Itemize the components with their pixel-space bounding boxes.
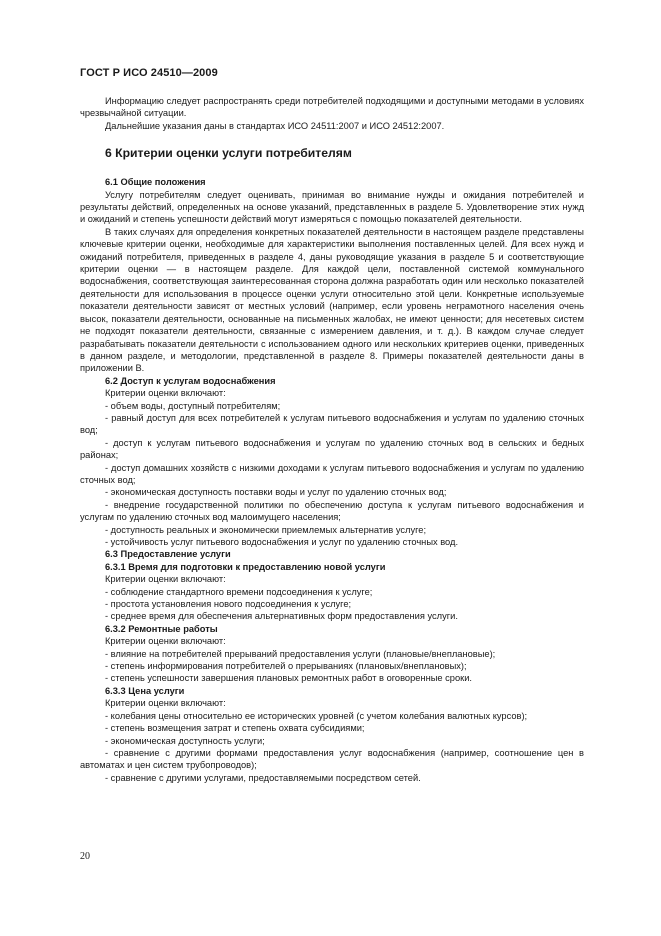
paragraph: Критерии оценки включают: — [105, 574, 226, 585]
subsection-heading: 6.3.1 Время для подготовки к предоставлению новой услуги — [105, 561, 386, 572]
list-item: - устойчивость услуг питьевого водоснабжения и услуг по удалению сточных вод. — [105, 537, 459, 547]
section-heading: 6 Критерии оценки услуги потребителям — [105, 146, 352, 161]
list-item: - доступность реальных и экономически приемлемых альтернатив услуге; — [105, 524, 427, 535]
list-item: - экономическая доступность поставки воды и услуг по удалению сточных вод; — [105, 487, 447, 498]
paragraph: Услугу потребителям следует оценивать, принимая во внимание нужды и ожидания потребителей и результаты действий, определенных на основе указаний, представленных в разделе 5. Удовлетворение этих нужд и ожиданий и степень успешности действий могут измеряться с помощью показателей деятельности. — [80, 189, 584, 225]
list-item: - степень возмещения затрат и степень охвата субсидиями; — [105, 723, 365, 734]
list-item: - соблюдение стандартного времени подсоединения к услуге; — [105, 586, 373, 597]
list-item: - влияние на потребителей прерываний предоставления услуги (плановые/внеплановые); — [105, 648, 496, 659]
list-item: - доступ домашних хозяйств с низкими доходами к услугам питьевого водоснабжения и услугам по удалению сточных вод; — [80, 462, 584, 485]
subsection-heading: 6.3.3 Цена услуги — [105, 685, 185, 696]
paragraph: Критерии оценки включают: — [105, 698, 226, 709]
subsection-heading: 6.2 Доступ к услугам водоснабжения — [105, 375, 276, 386]
paragraph: Информацию следует распространять среди потребителей подходящими и доступными методами в условиях чрезвычайной ситуации. — [80, 96, 584, 119]
list-item: - доступ к услугам питьевого водоснабжения и услугам по удалению сточных вод в сельских и бедных районах; — [80, 437, 584, 461]
list-item: - объем воды, доступный потребителям; — [105, 400, 281, 411]
paragraph: Критерии оценки включают: — [105, 636, 226, 647]
list-item: - сравнение с другими формами предоставления услуг водоснабжения (например, соотношение цен в автоматах и цен систем трубопроводов); — [80, 747, 584, 771]
list-item: - простота установления нового подсоединения к услуге; — [105, 599, 352, 610]
list-item: - сравнение с другими услугами, предоставляемыми посредством сетей. — [105, 772, 421, 783]
document-header: ГОСТ Р ИСО 24510—2009 — [80, 67, 218, 79]
list-item: - степень информирования потребителей о прерываниях (плановых/внеплановых); — [105, 661, 467, 672]
paragraph: В таких случаях для определения конкретных показателей деятельности в настоящем разделе представлены ключевые критерии оценки, необходимые для характеристики выполнения поставленных целей. Для всех нужд и ожиданий потребителя, приведенных в разделе 4, даны руководящие указания в разделе 5 и соответствующие критерии оценки — в настоящем разделе. Для каждой цели, поставленной системой коммунального водоснабжения, соответствующая заинтересованная сторона должна разработать один или несколько показателей деятельности для использования в процессе оценки услуги относительно этой цели. Конкретные используемые показатели деятельности зависят от местных условий (например, если уровень неграмотного населения очень высок, показатели деятельности, основанные на письменных жалобах, не имеют ценности; для несетевых систем не подходят показатели деятельности, связанные с измерением давления, и т. д.). В каждом случае следует разрабатывать показатели деятельности с использованием одного или нескольких критериев оценки, приведенных в данном разделе, и методологии, представленной в разделе 8. Примеры показателей деятельности даны в приложении В. — [80, 226, 584, 374]
list-item: - равный доступ для всех потребителей к услугам питьевого водоснабжения и услугам по удалению сточных вод; — [80, 412, 584, 436]
list-item: - внедрение государственной политики по обеспечению доступа к услугам питьевого водоснабжения и услугам по удалению сточных вод малоимущего населения; — [80, 499, 584, 523]
document-body — [80, 95, 584, 784]
subsection-heading: 6.3 Предоставление услуги — [105, 549, 231, 560]
subsection-heading: 6.3.2 Ремонтные работы — [105, 623, 218, 634]
list-item: - среднее время для обеспечения альтернативных форм предоставления услуги. — [105, 611, 458, 622]
page-number: 20 — [80, 851, 90, 862]
list-item: - экономическая доступность услуги; — [105, 735, 265, 746]
subsection-heading: 6.1 Общие положения — [105, 177, 206, 188]
list-item: - колебания цены относительно ее исторических уровней (с учетом колебания валютных курсов); — [105, 710, 528, 721]
paragraph: Дальнейшие указания даны в стандартах ИСО 24511:2007 и ИСО 24512:2007. — [105, 120, 445, 131]
list-item: - степень успешности завершения плановых ремонтных работ в оговоренные сроки. — [105, 673, 472, 684]
paragraph: Критерии оценки включают: — [105, 388, 226, 399]
